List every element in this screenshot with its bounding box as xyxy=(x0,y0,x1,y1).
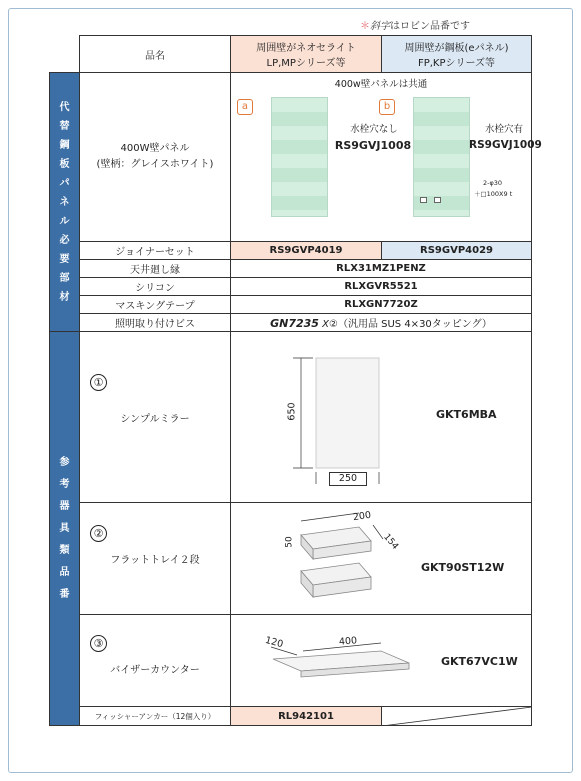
row-screw-name: 照明取り付けビス xyxy=(80,314,231,332)
ref1-diagram xyxy=(231,332,532,503)
anchor-name: フィッシャーアンカー（12個入り） xyxy=(80,707,231,726)
col-b-header xyxy=(382,36,532,73)
section2-label: 参 考 器 具 類 品 番 xyxy=(50,332,80,726)
asterisk: ＊ xyxy=(360,21,370,32)
col-a-header xyxy=(231,36,382,73)
ref3-code: GKT67VC1W xyxy=(441,655,518,668)
mirror-shape xyxy=(316,358,379,468)
table-row xyxy=(50,278,532,296)
ref3-name: バイザーカウンター xyxy=(110,665,200,676)
tray-height: 50 xyxy=(284,536,295,548)
wall-panel-row xyxy=(50,73,532,242)
row-silicon-code: RLXGVR5521 xyxy=(231,278,532,296)
ref1-code: GKT6MBA xyxy=(436,408,497,421)
col-a-line2: LP,MPシリーズ等 xyxy=(266,58,346,69)
wall-panel-line1: 400W壁パネル xyxy=(120,143,190,154)
anchor-row xyxy=(50,707,532,726)
panel-b-desc: 水栓穴有 xyxy=(484,124,523,135)
note-italic: 斜字 xyxy=(370,21,390,32)
row-ceiling-name: 天井廻し縁 xyxy=(80,260,231,278)
ref2-code: GKT90ST12W xyxy=(421,561,505,574)
section1-label: 代 替 鋼 板 パ ネ ル 必 要 部 材 xyxy=(50,73,80,332)
mirror-width: 250 xyxy=(329,472,367,486)
anchor-blank xyxy=(382,707,532,726)
row-ceiling-code: RLX31MZ1PENZ xyxy=(231,260,532,278)
row-screw-code xyxy=(231,314,532,332)
screw-qty: X② xyxy=(322,319,338,330)
ref3-diagram xyxy=(231,615,532,707)
common-note: 400w壁パネルは共通 xyxy=(334,79,428,90)
ref-row-3 xyxy=(50,615,532,707)
table-row xyxy=(50,242,532,260)
ref-row-1 xyxy=(50,332,532,503)
tray-drawing xyxy=(231,503,532,615)
ref2-diagram xyxy=(231,503,532,615)
note-text: はロビン品番です xyxy=(390,21,470,32)
mirror-height: 650 xyxy=(286,402,298,421)
col-b-line1: 周囲壁が鋼板(eパネル) xyxy=(404,43,509,54)
row-masking-code: RLXGN7720Z xyxy=(231,296,532,314)
screw-rest: （汎用品 SUS 4×30タッピング） xyxy=(337,319,492,330)
header-row xyxy=(50,36,532,73)
tag-a: a xyxy=(237,99,253,115)
ref1-number: ① xyxy=(90,374,107,391)
col-name-header: 品名 xyxy=(80,36,231,73)
col-a-line1: 周囲壁がネオセライト xyxy=(256,43,356,54)
anchor-code: RL942101 xyxy=(231,707,382,726)
robin-note xyxy=(360,17,470,32)
screw-code: GN7235 xyxy=(270,317,319,330)
row-masking-name: マスキングテープ xyxy=(80,296,231,314)
tray-depth: 154 xyxy=(381,532,400,552)
row-joiner-a: RS9GVP4019 xyxy=(231,242,382,260)
hole-note-2: ＋□100X9 t xyxy=(474,190,513,198)
panel-b-image xyxy=(413,97,470,217)
row-silicon-name: シリコン xyxy=(80,278,231,296)
wall-panel-line2: (壁柄：グレイスホワイト) xyxy=(96,159,214,170)
tag-b: b xyxy=(379,99,395,115)
ref2-name: フラットトレイ２段 xyxy=(110,555,200,566)
parts-table xyxy=(49,35,542,726)
ref1-name: シンプルミラー xyxy=(120,414,190,425)
counter-width: 400 xyxy=(338,635,358,648)
ref1-name-cell xyxy=(80,332,231,503)
wall-panel-name xyxy=(80,73,231,242)
counter-depth: 120 xyxy=(263,634,285,651)
table-row xyxy=(50,296,532,314)
ref2-number: ② xyxy=(90,525,107,542)
panel-a-desc: 水栓穴なし xyxy=(350,124,398,135)
ref-row-2 xyxy=(50,503,532,615)
panel-b-code: RS9GVJ1009 xyxy=(469,139,542,151)
wall-panel-diagram xyxy=(231,73,542,242)
table-row xyxy=(50,260,532,278)
col-b-line2: FP,KPシリーズ等 xyxy=(417,58,496,69)
table-row xyxy=(50,314,532,332)
row-joiner-name: ジョイナーセット xyxy=(80,242,231,260)
tray-width: 200 xyxy=(352,509,372,524)
ref2-name-cell xyxy=(80,503,231,615)
panel-a-image xyxy=(271,97,328,217)
hole-note-1: 2-φ30 xyxy=(483,179,503,187)
ref3-number: ③ xyxy=(90,635,107,652)
ref3-name-cell xyxy=(80,615,231,707)
row-joiner-b: RS9GVP4029 xyxy=(382,242,532,260)
blank-corner xyxy=(50,36,80,73)
panel-a-code: RS9GVJ1008 xyxy=(334,139,412,152)
